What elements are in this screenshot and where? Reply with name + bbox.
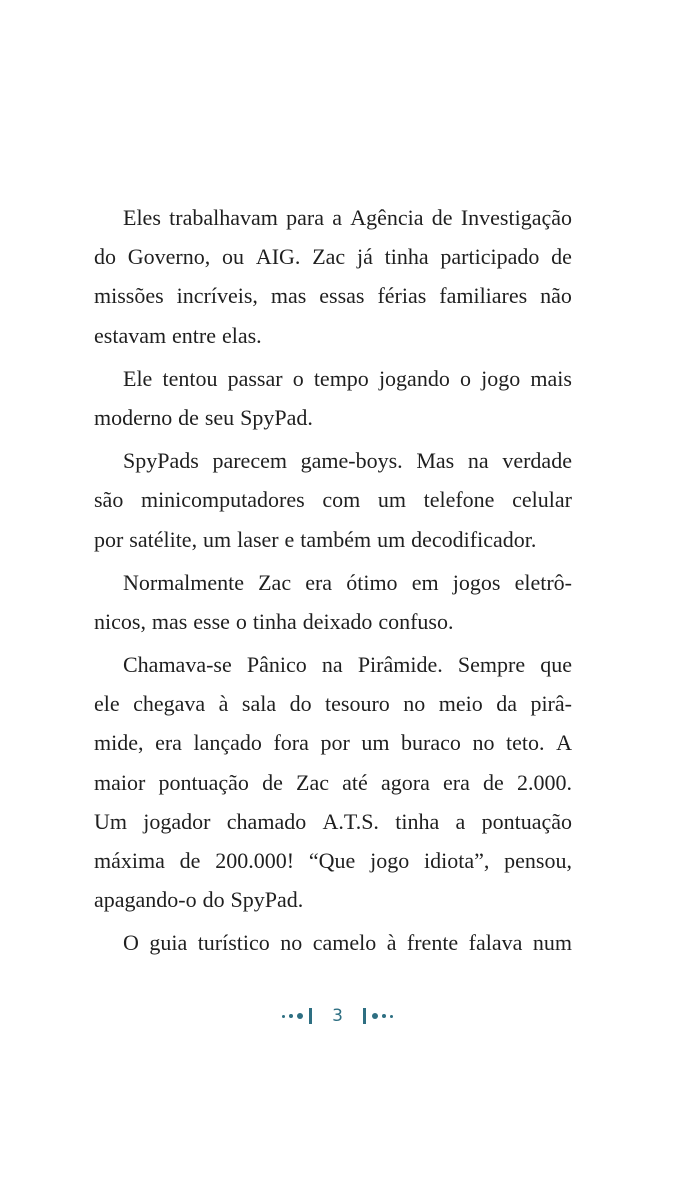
- paragraph: [94, 359, 572, 437]
- word: do: [94, 244, 116, 270]
- word: agora: [380, 769, 430, 795]
- word: satélite,: [129, 526, 198, 552]
- word: são: [94, 487, 124, 513]
- text-line: [94, 520, 572, 559]
- word: mide,: [94, 730, 144, 756]
- word: jogador: [143, 808, 211, 834]
- word: por: [320, 730, 350, 756]
- word: era: [155, 730, 182, 756]
- word: buraco: [401, 730, 461, 756]
- word: falava: [468, 930, 523, 956]
- word: jogos: [452, 569, 501, 595]
- word: trabalhavam: [169, 205, 278, 230]
- word: AIG.: [255, 244, 301, 270]
- word: do: [202, 887, 225, 913]
- ornament-dot: [382, 1014, 386, 1018]
- text-line: [94, 684, 572, 723]
- word: guia: [149, 930, 188, 956]
- word: camelo: [312, 930, 377, 956]
- word: Normalmente: [123, 569, 244, 595]
- word: decodificador.: [411, 526, 537, 552]
- word: Um: [94, 808, 127, 834]
- word: mas: [151, 608, 188, 634]
- word: pontuação: [158, 769, 249, 795]
- word: não: [540, 283, 572, 309]
- word: a: [332, 205, 342, 230]
- word: também: [300, 526, 372, 552]
- word: eletrô-: [514, 569, 572, 595]
- text-line: [94, 645, 572, 684]
- word: confuso.: [378, 608, 454, 634]
- word: Zac: [312, 244, 346, 270]
- word: chamado: [226, 808, 307, 834]
- word: Governo,: [127, 244, 211, 270]
- word: jogo: [370, 848, 410, 873]
- word: esse: [193, 608, 230, 634]
- ornament-bar: [309, 1008, 312, 1024]
- word: missões: [94, 283, 164, 309]
- word: celular: [512, 487, 572, 513]
- word: que: [540, 652, 572, 678]
- word: incríveis,: [176, 283, 258, 309]
- word: tentou: [162, 365, 218, 391]
- word: um: [203, 526, 232, 552]
- word: no: [403, 691, 426, 717]
- word: familiares: [439, 283, 528, 309]
- word: verdade: [502, 448, 572, 474]
- word: meio: [438, 691, 483, 717]
- paragraph: [94, 645, 572, 919]
- word: até: [342, 769, 368, 795]
- word: minicomputadores: [140, 487, 305, 513]
- word: O: [123, 930, 139, 956]
- word: Zac: [258, 569, 292, 595]
- text-line: [94, 276, 572, 315]
- word: em: [411, 569, 439, 595]
- word: essas: [319, 283, 365, 309]
- word: idiota”,: [424, 848, 490, 873]
- word: mas: [270, 283, 307, 309]
- word: tinha: [252, 608, 297, 634]
- word: telefone: [423, 487, 495, 513]
- word: o: [459, 365, 471, 391]
- paragraph: [94, 563, 572, 641]
- word: um: [377, 526, 406, 552]
- word: num: [532, 930, 572, 956]
- word: Pirâmide.: [357, 652, 443, 678]
- word: Sempre: [457, 652, 526, 678]
- word: SpyPad.: [240, 404, 313, 430]
- ornament-dot: [390, 1015, 393, 1018]
- word: turístico: [197, 930, 270, 956]
- word: de: [551, 244, 572, 270]
- word: 200.000!: [215, 848, 295, 873]
- word: de: [178, 404, 199, 430]
- word: teto.: [506, 730, 545, 756]
- word: fora: [273, 730, 309, 756]
- word: era: [305, 569, 333, 595]
- paragraph: [94, 923, 572, 962]
- word: máxima: [94, 848, 165, 873]
- word: pensou,: [504, 848, 572, 873]
- word: chegava: [133, 691, 206, 717]
- page-number: 3: [332, 1006, 343, 1026]
- word: no: [280, 930, 303, 956]
- paragraph: [94, 441, 572, 559]
- word: A: [556, 730, 572, 756]
- ornament-dot: [282, 1015, 285, 1018]
- word: sala: [241, 691, 277, 717]
- word: moderno: [94, 404, 173, 430]
- word: pirâ-: [530, 691, 572, 717]
- word: SpyPads: [123, 448, 199, 474]
- word: na: [467, 448, 489, 474]
- text-line: [94, 480, 572, 519]
- word: por: [94, 526, 124, 552]
- word: pontuação: [481, 808, 572, 834]
- word: tinha: [384, 244, 429, 270]
- word: férias: [377, 283, 427, 309]
- text-line: [94, 316, 572, 355]
- word: entre: [172, 322, 216, 348]
- word: de: [483, 769, 504, 795]
- word: maior: [94, 769, 146, 795]
- word: na: [321, 652, 343, 678]
- text-line: [94, 398, 572, 437]
- word: o: [292, 365, 304, 391]
- word: apagando-o: [94, 887, 197, 913]
- word: de: [431, 205, 453, 230]
- word: frente: [406, 930, 459, 956]
- word: laser: [237, 526, 279, 552]
- word: mais: [530, 365, 572, 391]
- text-line: [94, 563, 572, 602]
- word: participado: [440, 244, 540, 270]
- text-line: [94, 198, 572, 237]
- word: a: [455, 808, 466, 834]
- text-line: [94, 723, 572, 762]
- word: A.T.S.: [322, 808, 379, 834]
- word: jogo: [481, 365, 521, 391]
- text-line: [94, 359, 572, 398]
- word: Investigação: [460, 205, 572, 230]
- text-line: [94, 237, 572, 276]
- text-line: [94, 602, 572, 641]
- word: Mas: [416, 448, 455, 474]
- word: seu: [204, 404, 235, 430]
- ornament-dot: [289, 1014, 293, 1018]
- word: estavam: [94, 322, 167, 348]
- word: game-boys.: [300, 448, 403, 474]
- word: no: [472, 730, 495, 756]
- word: para: [286, 205, 324, 230]
- text-line: [94, 802, 572, 841]
- ornament-bar: [363, 1008, 366, 1024]
- word: ele: [94, 691, 120, 717]
- word: e: [284, 526, 295, 552]
- word: Eles: [123, 205, 161, 230]
- body-text: [94, 198, 572, 963]
- word: Agência: [350, 205, 424, 230]
- word: jogando: [378, 365, 450, 391]
- text-line: [94, 763, 572, 802]
- paragraph: [94, 198, 572, 355]
- word: com: [322, 487, 361, 513]
- word: passar: [227, 365, 283, 391]
- text-line: [94, 441, 572, 480]
- text-line: [94, 923, 572, 962]
- text-line: [94, 841, 572, 880]
- folio-left-ornament: [280, 1008, 316, 1024]
- text-line: [94, 880, 572, 919]
- folio-right-ornament: [359, 1008, 395, 1024]
- word: Chamava-se: [123, 652, 232, 678]
- word: parecem: [212, 448, 287, 474]
- word: do: [289, 691, 312, 717]
- word: nicos,: [94, 608, 146, 634]
- word: “Que: [308, 848, 356, 873]
- word: lançado: [193, 730, 262, 756]
- word: já: [356, 244, 373, 270]
- word: deixado: [302, 608, 373, 634]
- ornament-dot: [372, 1013, 378, 1019]
- word: Zac: [296, 769, 329, 795]
- word: elas.: [221, 322, 262, 348]
- word: SpyPad.: [230, 887, 304, 913]
- word: de: [262, 769, 283, 795]
- word: um: [377, 487, 406, 513]
- word: tinha: [395, 808, 440, 834]
- word: ótimo: [346, 569, 398, 595]
- ornament-dot: [297, 1013, 303, 1019]
- word: tesouro: [325, 691, 390, 717]
- word: à: [386, 930, 397, 956]
- word: ou: [222, 244, 245, 270]
- word: era: [443, 769, 470, 795]
- word: Ele: [123, 365, 153, 391]
- word: de: [179, 848, 201, 873]
- word: da: [496, 691, 517, 717]
- word: 2.000.: [516, 769, 572, 795]
- word: um: [361, 730, 390, 756]
- page-folio: [0, 1004, 675, 1028]
- word: o: [235, 608, 247, 634]
- word: tempo: [313, 365, 369, 391]
- word: à: [218, 691, 229, 717]
- word: Pânico: [246, 652, 307, 678]
